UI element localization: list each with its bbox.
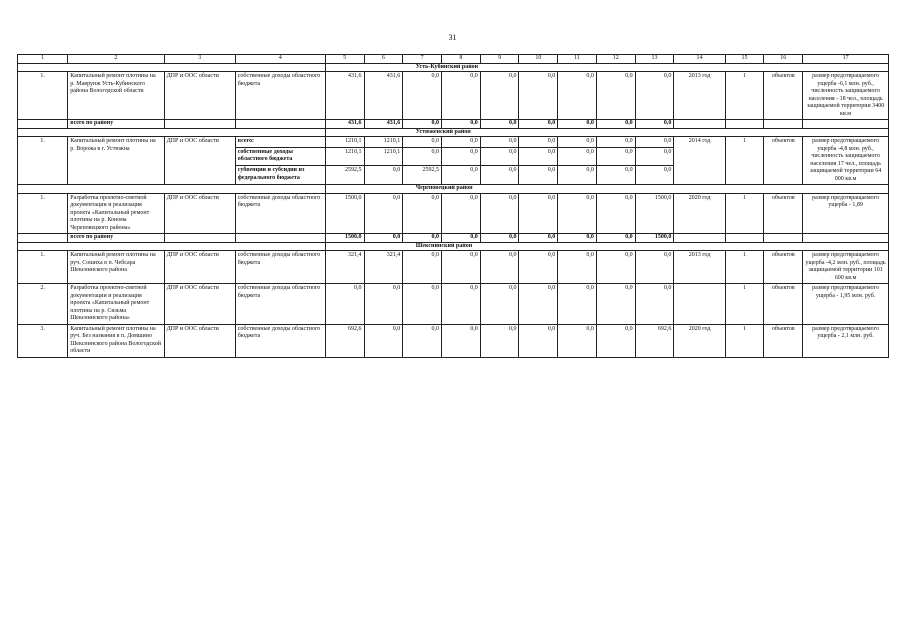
unit: объектов bbox=[764, 324, 803, 357]
unit: объектов bbox=[764, 193, 803, 234]
amount-cell-10: 0,0 bbox=[519, 193, 558, 234]
total-amount-9: 0,0 bbox=[480, 120, 519, 129]
amount-cell-8: 0,0 bbox=[441, 284, 480, 325]
total-empty bbox=[764, 234, 803, 243]
measure-name: Капитальный ремонт плотины на руч. Без названия в п. Домшино Шекснинского района Вологодской области bbox=[68, 324, 164, 357]
amount-cell-10: 0,0 bbox=[519, 147, 558, 166]
amount-cell-8: 0,0 bbox=[441, 137, 480, 148]
section-row bbox=[18, 63, 889, 72]
table-row bbox=[18, 137, 889, 148]
executor: ДПР и ООС области bbox=[164, 72, 235, 120]
total-amount-9: 0,0 bbox=[480, 234, 519, 243]
header-cell-6: 6 bbox=[364, 55, 403, 64]
header-cell-7: 7 bbox=[403, 55, 442, 64]
amount-cell-8: 0,0 bbox=[441, 193, 480, 234]
total-empty bbox=[235, 234, 325, 243]
amount-cell-13: 692,6 bbox=[635, 324, 674, 357]
total-amount-8: 0,0 bbox=[441, 234, 480, 243]
amount-cell-6: 1210,1 bbox=[364, 147, 403, 166]
total-amount-12: 0,0 bbox=[596, 234, 635, 243]
amount-cell-8: 0,0 bbox=[441, 72, 480, 120]
amount-cell-10: 0,0 bbox=[519, 72, 558, 120]
amount-cell-9: 0,0 bbox=[480, 193, 519, 234]
table-body bbox=[18, 55, 889, 358]
total-empty bbox=[764, 120, 803, 129]
section-spacer bbox=[18, 128, 326, 137]
table-row bbox=[18, 251, 889, 284]
amount-cell-5: 431,6 bbox=[325, 72, 364, 120]
amount-cell-11: 0,0 bbox=[558, 193, 597, 234]
amount-cell-9: 0,0 bbox=[480, 147, 519, 166]
program-table bbox=[17, 54, 889, 358]
amount-cell-12: 0,0 bbox=[596, 193, 635, 234]
measure-name: Капитальный ремонт плотины на р. Маврунж Усть-Кубинского района Вологодской области bbox=[68, 72, 164, 120]
header-cell-1: 1 bbox=[18, 55, 68, 64]
row-number: 2. bbox=[18, 284, 68, 325]
section-title: Устюженский район bbox=[325, 128, 888, 137]
amount-cell-11: 0,0 bbox=[558, 284, 597, 325]
header-cell-14: 14 bbox=[674, 55, 725, 64]
amount-cell-6: 0,0 bbox=[364, 324, 403, 357]
expected-result: размер предотвращаемого ущерба -4,8 млн. руб., численность защищаемого населения 17 чел., площадь защищаемой территории 64 000 кв.м bbox=[803, 137, 889, 185]
completion-year: 2013 год bbox=[674, 251, 725, 284]
amount-cell-6: 321,4 bbox=[364, 251, 403, 284]
amount-cell-6: 431,6 bbox=[364, 72, 403, 120]
amount-cell-11: 0,0 bbox=[558, 137, 597, 148]
total-empty bbox=[164, 120, 235, 129]
section-row bbox=[18, 128, 889, 137]
amount-cell-5: 1210,1 bbox=[325, 137, 364, 148]
unit: объектов bbox=[764, 251, 803, 284]
section-title: Усть-Кубинский район bbox=[325, 63, 888, 72]
amount-cell-12: 0,0 bbox=[596, 72, 635, 120]
amount-cell-7: 0,0 bbox=[403, 72, 442, 120]
header-cell-16: 16 bbox=[764, 55, 803, 64]
section-spacer bbox=[18, 63, 326, 72]
row-number: 1. bbox=[18, 251, 68, 284]
measure-name: Капитальный ремонт плотины на руч. Сошиха в п. Чебсара Шекснинского района bbox=[68, 251, 164, 284]
total-label: всего по району bbox=[68, 120, 164, 129]
executor: ДПР и ООС области bbox=[164, 193, 235, 234]
funding-source: всего: bbox=[235, 137, 325, 148]
total-empty bbox=[164, 234, 235, 243]
total-amount-13: 0,0 bbox=[635, 120, 674, 129]
amount-cell-9: 0,0 bbox=[480, 166, 519, 185]
total-amount-7: 0,0 bbox=[403, 120, 442, 129]
total-spacer bbox=[18, 234, 68, 243]
section-title: Череповецкий район bbox=[325, 185, 888, 194]
total-empty bbox=[725, 120, 764, 129]
unit: объектов bbox=[764, 72, 803, 120]
completion-year: 2020 год bbox=[674, 193, 725, 234]
amount-cell-7: 0,0 bbox=[403, 137, 442, 148]
funding-source: собственные доходы областного бюджета bbox=[235, 284, 325, 325]
amount-cell-12: 0,0 bbox=[596, 147, 635, 166]
amount-cell-8: 0,0 bbox=[441, 166, 480, 185]
header-cell-8: 8 bbox=[441, 55, 480, 64]
expected-result: размер предотвращаемого ущерба - 2,1 млн. руб. bbox=[803, 324, 889, 357]
amount-cell-9: 0,0 bbox=[480, 251, 519, 284]
header-cell-12: 12 bbox=[596, 55, 635, 64]
amount-cell-7: 0,0 bbox=[403, 193, 442, 234]
section-spacer bbox=[18, 185, 326, 194]
completion-year: 2013 год bbox=[674, 72, 725, 120]
amount-cell-11: 0,0 bbox=[558, 72, 597, 120]
amount-cell-12: 0,0 bbox=[596, 284, 635, 325]
funding-source: собственные доходы областного бюджета bbox=[235, 251, 325, 284]
total-row bbox=[18, 234, 889, 243]
amount-cell-12: 0,0 bbox=[596, 137, 635, 148]
expected-result: размер предотвращаемого ущерба - 1,89 bbox=[803, 193, 889, 234]
amount-cell-7: 0,0 bbox=[403, 284, 442, 325]
funding-source: собственные доходы областного бюджета bbox=[235, 324, 325, 357]
amount-cell-13: 0,0 bbox=[635, 251, 674, 284]
amount-cell-11: 0,0 bbox=[558, 166, 597, 185]
total-empty bbox=[803, 234, 889, 243]
total-spacer bbox=[18, 120, 68, 129]
object-count: 1 bbox=[725, 284, 764, 325]
amount-cell-5: 0,0 bbox=[325, 284, 364, 325]
total-amount-13: 1500,0 bbox=[635, 234, 674, 243]
section-row bbox=[18, 185, 889, 194]
amount-cell-12: 0,0 bbox=[596, 166, 635, 185]
amount-cell-13: 0,0 bbox=[635, 147, 674, 166]
amount-cell-8: 0,0 bbox=[441, 324, 480, 357]
amount-cell-5: 1500,0 bbox=[325, 193, 364, 234]
page-number: 31 bbox=[448, 33, 457, 42]
total-empty bbox=[803, 120, 889, 129]
total-amount-8: 0,0 bbox=[441, 120, 480, 129]
measure-name: Разработка проектно-сметной документации и реализация проекта «Капитальный ремонт плотины на р. Кономa Череповецкого района» bbox=[68, 193, 164, 234]
executor: ДПР и ООС области bbox=[164, 251, 235, 284]
amount-cell-12: 0,0 bbox=[596, 324, 635, 357]
total-amount-10: 0,0 bbox=[519, 234, 558, 243]
amount-cell-8: 0,0 bbox=[441, 147, 480, 166]
amount-cell-11: 0,0 bbox=[558, 147, 597, 166]
measure-name: Разработка проектно-сметной документации и реализация проекта «Капитальный ремонт плотины на р. Сизьма Шекснинского района» bbox=[68, 284, 164, 325]
header-cell-11: 11 bbox=[558, 55, 597, 64]
amount-cell-10: 0,0 bbox=[519, 137, 558, 148]
amount-cell-5: 321,4 bbox=[325, 251, 364, 284]
expected-result: размер предотвращаемого ущерба - 1,95 млн. руб. bbox=[803, 284, 889, 325]
amount-cell-10: 0,0 bbox=[519, 284, 558, 325]
amount-cell-6: 0,0 bbox=[364, 193, 403, 234]
funding-source: собственные доходы областного бюджета bbox=[235, 147, 325, 166]
amount-cell-7: 0,0 bbox=[403, 324, 442, 357]
amount-cell-12: 0,0 bbox=[596, 251, 635, 284]
total-empty bbox=[235, 120, 325, 129]
total-amount-11: 0,0 bbox=[558, 234, 597, 243]
unit: объектов bbox=[764, 284, 803, 325]
total-amount-6: 431,6 bbox=[364, 120, 403, 129]
object-count: 1 bbox=[725, 72, 764, 120]
total-amount-5: 1500,0 bbox=[325, 234, 364, 243]
total-amount-12: 0,0 bbox=[596, 120, 635, 129]
amount-cell-6: 0,0 bbox=[364, 166, 403, 185]
amount-cell-13: 0,0 bbox=[635, 137, 674, 148]
amount-cell-13: 1500,0 bbox=[635, 193, 674, 234]
amount-cell-9: 0,0 bbox=[480, 137, 519, 148]
funding-source: субвенции и субсидии из федерального бюджета bbox=[235, 166, 325, 185]
table-row bbox=[18, 284, 889, 325]
total-empty bbox=[674, 120, 725, 129]
amount-cell-13: 0,0 bbox=[635, 284, 674, 325]
amount-cell-5: 692,6 bbox=[325, 324, 364, 357]
section-spacer bbox=[18, 242, 326, 251]
header-cell-13: 13 bbox=[635, 55, 674, 64]
amount-cell-6: 1210,1 bbox=[364, 137, 403, 148]
executor: ДПР и ООС области bbox=[164, 324, 235, 357]
object-count: 1 bbox=[725, 193, 764, 234]
amount-cell-9: 0,0 bbox=[480, 284, 519, 325]
section-row bbox=[18, 242, 889, 251]
row-number: 1. bbox=[18, 137, 68, 185]
total-amount-7: 0,0 bbox=[403, 234, 442, 243]
amount-cell-11: 0,0 bbox=[558, 324, 597, 357]
header-cell-2: 2 bbox=[68, 55, 164, 64]
header-cell-3: 3 bbox=[164, 55, 235, 64]
total-label: всего по району bbox=[68, 234, 164, 243]
total-row bbox=[18, 120, 889, 129]
measure-name: Капитальный ремонт плотины на р. Ворожа в г. Устюжна bbox=[68, 137, 164, 185]
total-amount-10: 0,0 bbox=[519, 120, 558, 129]
total-amount-5: 431,6 bbox=[325, 120, 364, 129]
header-row bbox=[18, 55, 889, 64]
amount-cell-13: 0,0 bbox=[635, 72, 674, 120]
total-amount-11: 0,0 bbox=[558, 120, 597, 129]
unit: объектов bbox=[764, 137, 803, 185]
expected-result: размер предотвращаемого ущерба -6,1 млн. руб., численность защищаемого населения - 18 чел., площадь защищаемой территории 3400 кв.м bbox=[803, 72, 889, 120]
expected-result: размер предотвращаемого ущерба -4,2 млн. руб., площадь защищаемой территории 101 600 кв.м bbox=[803, 251, 889, 284]
amount-cell-5: 2592,5 bbox=[325, 166, 364, 185]
amount-cell-10: 0,0 bbox=[519, 166, 558, 185]
amount-cell-5: 1210,1 bbox=[325, 147, 364, 166]
total-amount-6: 0,0 bbox=[364, 234, 403, 243]
amount-cell-13: 0,0 bbox=[635, 166, 674, 185]
amount-cell-10: 0,0 bbox=[519, 251, 558, 284]
object-count: 1 bbox=[725, 324, 764, 357]
table-row bbox=[18, 193, 889, 234]
row-number: 1. bbox=[18, 193, 68, 234]
row-number: 1. bbox=[18, 72, 68, 120]
amount-cell-7: 0,0 bbox=[403, 251, 442, 284]
section-title: Шекснинский район bbox=[325, 242, 888, 251]
amount-cell-10: 0,0 bbox=[519, 324, 558, 357]
amount-cell-7: 0,0 bbox=[403, 147, 442, 166]
table-row bbox=[18, 324, 889, 357]
header-cell-15: 15 bbox=[725, 55, 764, 64]
amount-cell-11: 0,0 bbox=[558, 251, 597, 284]
amount-cell-6: 0,0 bbox=[364, 284, 403, 325]
amount-cell-8: 0,0 bbox=[441, 251, 480, 284]
table-row bbox=[18, 72, 889, 120]
header-cell-17: 17 bbox=[803, 55, 889, 64]
amount-cell-7: 2592,5 bbox=[403, 166, 442, 185]
amount-cell-9: 0,0 bbox=[480, 72, 519, 120]
amount-cell-9: 0,0 bbox=[480, 324, 519, 357]
object-count: 1 bbox=[725, 137, 764, 185]
funding-source: собственные доходы областного бюджета bbox=[235, 72, 325, 120]
header-cell-5: 5 bbox=[325, 55, 364, 64]
completion-year: 2020 год bbox=[674, 324, 725, 357]
executor: ДПР и ООС области bbox=[164, 137, 235, 185]
object-count: 1 bbox=[725, 251, 764, 284]
header-cell-9: 9 bbox=[480, 55, 519, 64]
funding-source: собственные доходы областного бюджета bbox=[235, 193, 325, 234]
total-empty bbox=[674, 234, 725, 243]
header-cell-4: 4 bbox=[235, 55, 325, 64]
completion-year: 2014 год bbox=[674, 137, 725, 185]
total-empty bbox=[725, 234, 764, 243]
row-number: 3. bbox=[18, 324, 68, 357]
executor: ДПР и ООС области bbox=[164, 284, 235, 325]
header-cell-10: 10 bbox=[519, 55, 558, 64]
completion-year bbox=[674, 284, 725, 325]
